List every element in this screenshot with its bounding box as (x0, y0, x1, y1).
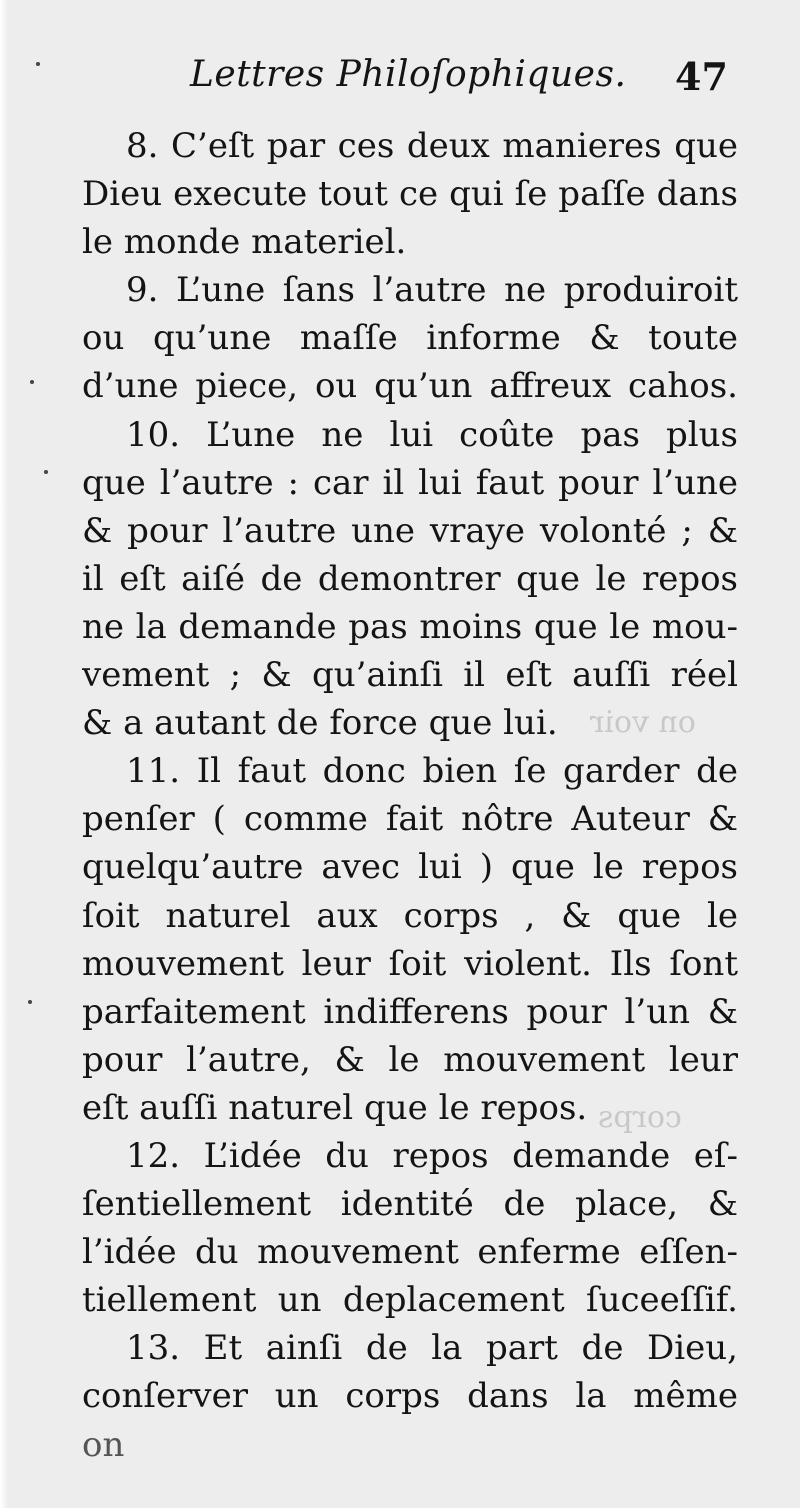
text-line: que l’autre : car il lui faut pour l’une (82, 462, 738, 503)
text-line: 10. L’une ne lui coûte pas plus (126, 414, 738, 455)
catchword: on (82, 1424, 125, 1465)
text-line: l’idée du mouvement enferme eſſen- (82, 1232, 738, 1273)
text-line: & a autant de force que lui. (82, 703, 558, 744)
text-line: quelqu’autre avec lui ) que le repos (82, 847, 738, 888)
text-line: 13. Et ainſi de la part de Dieu, (126, 1328, 738, 1369)
text-line: vement ; & qu’ainſi il eſt auſſi réel (82, 655, 738, 696)
text-line: & pour l’autre une vraye volonté ; & (82, 510, 738, 551)
text-line: il eſt aiſé de demontrer que le repos (82, 558, 738, 599)
text-line: ſoit naturel aux corps , & que le (82, 895, 738, 936)
bleed-through-text: corps (598, 1100, 682, 1135)
text-line: eſt auſſi naturel que le repos. (82, 1087, 588, 1128)
running-title: Lettres Philoſophiques. (190, 54, 627, 95)
ink-speck (28, 1000, 32, 1004)
ink-speck (30, 380, 34, 384)
text-line: pour l’autre, & le mouvement leur (82, 1039, 738, 1080)
text-line: 8. C’eſt par ces deux manieres que (126, 126, 738, 166)
text-line: ſentiellement identité de place, & (82, 1184, 738, 1225)
text-line: parfaitement indifferens pour l’un & (82, 991, 738, 1032)
page-edge (0, 0, 8, 1508)
ink-speck (44, 470, 48, 474)
text-line: 12. L’idée du repos demande eſ- (126, 1135, 738, 1176)
text-line: ne la demande pas moins que le mou- (82, 606, 738, 647)
text-line: 11. Il faut donc bien ſe garder de (126, 751, 738, 792)
text-line: 9. L’une ſans l’autre ne produiroit (126, 270, 738, 311)
text-line: tiellement un deplacement ſuceeſſif. (82, 1280, 738, 1321)
running-head (190, 54, 750, 104)
text-line: penſer ( comme fait nôtre Auteur & (82, 799, 738, 840)
ink-speck (36, 62, 40, 66)
text-line: le monde materiel. (82, 222, 407, 263)
text-line: Dieu execute tout ce qui ſe paſſe dans (82, 174, 738, 215)
text-line: d’une piece, ou qu’un affreux cahos. (82, 366, 738, 407)
text-line: ou qu’une maſſe informe & toute (82, 318, 738, 359)
text-line: conſerver un corps dans la même (82, 1376, 738, 1417)
text-line: mouvement leur ſoit violent. Ils ſont (82, 943, 738, 984)
bleed-through-text: on voir (590, 705, 696, 740)
body-text (82, 122, 738, 1469)
page-number: 47 (675, 54, 728, 99)
